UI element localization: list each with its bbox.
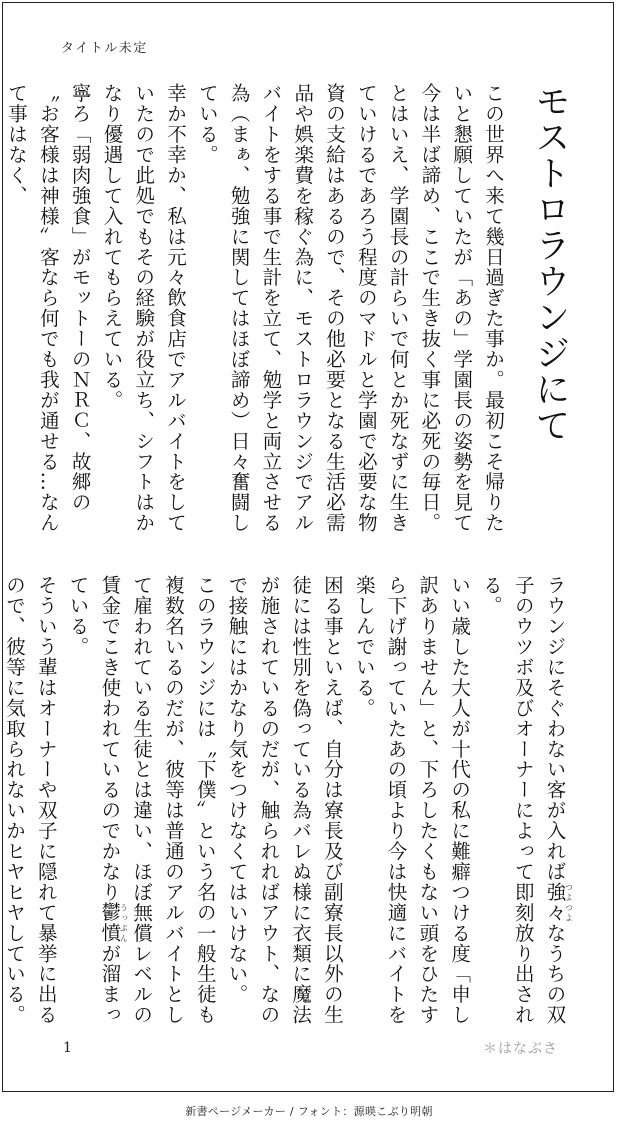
paragraph-8 — [62, 575, 221, 1025]
paragraph-6: いい歳した大人が十代の私に難癖つける度「申し訳ありません」と、下ろしたくもない頭をひたすら下げ謝っていたあの頃より今は快適にバイトを楽しんでいる。 — [352, 575, 472, 1025]
ruby-tsuyotsuyo — [543, 881, 574, 923]
page-number: 1 — [63, 1040, 72, 1056]
text-block-upper — [5, 83, 509, 553]
paragraph-7: 困る事といえば、自分は寮長及び副寮長以外の生徒には性別を偽っている為バレぬ様に衣類に魔法が施されているのだが、触られればアウト、なので接触にはかなり気をつけなくてはいけない。 — [225, 575, 344, 1025]
ruby-uppun — [98, 902, 129, 944]
paragraph-9: そういう輩はオーナーや双子に隠れて暴挙に出るので、彼等に気取られないかヒヤヒヤしている。 — [2, 575, 58, 1025]
paragraph-4: 寧ろ「弱肉強食」がモットーのＮＲＣ、故郷の〝お客様は神様〟客なら何でも我が通せる…なんて事はなく、 — [5, 83, 92, 533]
author-signature: ＊はなぶさ — [483, 1041, 558, 1057]
ruby-base-tsuyotsuyo: 強々 — [543, 881, 567, 923]
paragraph-8-text-a: このラウンジには〝下僕〟という名の一般生徒も複数名いるのだが、彼等は普通のアルバイトとして雇われている生徒とは違い、ほぼ無償レベルの賃金でこき使われているのでかなり — [98, 575, 217, 1025]
paragraph-2: とはいえ、学園長の計らいで何とか死なずに生きていけるであろう程度のマドルと学園で必要な物資の支給はあるので、その他必要となる生活必需品や娯楽費を稼ぐ為に、モストロラウンジでアルバイトをする事で生計を立て、勉学と両立させる為（まぁ、勉強に関してはほぼ諦め）日々奮闘している。 — [195, 83, 410, 533]
paragraph-8-text-b: が溜まっている。 — [66, 575, 122, 1025]
paragraph-3: 幸か不幸か、私は元々飲食店でアルバイトをしていたので此処でもその経験が役立ち、シフトはかなり優遇して入れてもらえている。 — [100, 83, 188, 533]
paragraph-5 — [475, 575, 573, 1025]
ruby-base-uppun: 鬱憤 — [98, 902, 122, 944]
paragraph-5-text-a: ラウンジにそぐわない客が入れば — [543, 575, 567, 882]
book-page — [2, 2, 614, 1092]
paragraph-5-text-b: なうちの双子のウツボ及びオーナーによって即刻放り出される。 — [479, 575, 567, 1025]
maker-credit: 新書ページメーカー / フォント：源暎こぶり明朝 — [185, 1105, 433, 1118]
chapter-title: モストロラウンジにて — [530, 83, 570, 443]
running-title: タイトル未定 — [61, 41, 148, 56]
ruby-reading-uppun: うっぷん — [119, 902, 129, 944]
paragraph-1: この世界へ来て幾日過ぎた事か。最初こそ帰りたいと懇願していたが「あの」学園長の姿勢を見て今は半ば諦め、ここで生き抜く事に必死の毎日。 — [418, 83, 505, 533]
ruby-reading-tsuyotsuyo: つよつよ — [564, 881, 574, 923]
text-block-lower — [2, 575, 574, 1025]
